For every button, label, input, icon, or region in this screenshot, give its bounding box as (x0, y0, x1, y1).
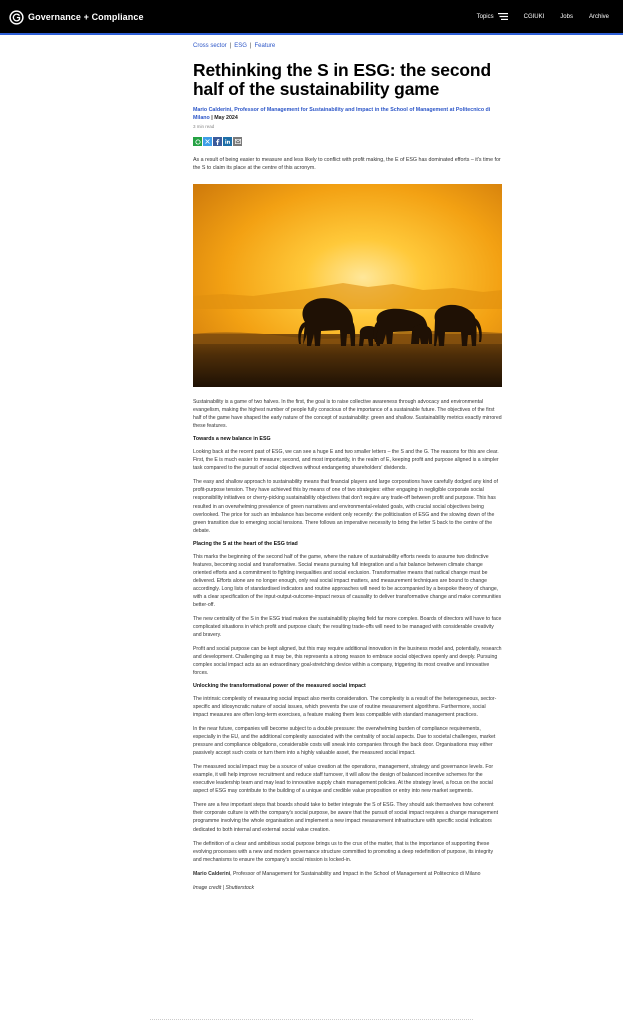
paragraph: In the near future, companies will become subject to a double pressure: the overwhelming burden of compliance requirements, especially in the EU, and the additional complexity associated with the centrality of social aspects. Due to societal challenges, market pressure and compliance obligations, considerable costs will sneak into companies through the back door. Organisations may either passively accept such costs or turn them into a highly valuable asset, the measured social impact. (193, 726, 496, 757)
nav-archive[interactable]: Archive (588, 13, 609, 20)
footer-divider (150, 1019, 473, 1020)
article-title: Rethinking the S in ESG: the second half of the sustainability game (193, 60, 491, 100)
breadcrumb-esg[interactable]: ESG (234, 43, 247, 49)
nav-jobs[interactable]: Jobs (560, 13, 573, 20)
byline-author[interactable]: Mario Calderini, Professor of Management for Sustainability and Impact in the School of Management at Politecnico di Milano (193, 106, 491, 121)
article (193, 42, 502, 892)
author-name: Mario Calderini (193, 870, 231, 877)
email-icon[interactable] (233, 137, 242, 146)
menu-icon (498, 13, 508, 20)
site-header (0, 0, 623, 35)
hero-image-elephants-sunset (193, 184, 502, 387)
article-body (193, 398, 502, 892)
site-brand[interactable]: Governance + Compliance (28, 12, 144, 22)
author-bio-text: , Professor of Management for Sustainability and Impact in the School of Management at Politecnico di Milano (230, 870, 481, 877)
share-bar (193, 137, 502, 146)
linkedin-icon[interactable] (223, 137, 232, 146)
paragraph: This marks the beginning of the second half of the game, where the nature of sustainability efforts needs to assume two distinctive features, becoming social and transformative. Social means pursuing full integration and a fair balance between climate change oriented efforts and a commitment to fighting inequalities and social exclusion. Transformative means that radical change must be delivered. Efforts alone are no longer enough, only real social impact matters, and measurement techniques are bound to change accordingly. Long lists of standardised indicators and routine approaches will need to be accompanied by a bespoke theory of change, with a clear specification of the input-output-outcome-impact nexus of causality to deliver transformative change and make communities better-off. (193, 553, 502, 608)
whatsapp-icon[interactable] (193, 137, 202, 146)
breadcrumb-separator: | (229, 43, 232, 49)
paragraph: Profit and social purpose can be kept aligned, but this may require additional innovation in the business model and, potentially, research and development. Challenging as it may be, this represents a strong reason to embrace social objectives openly and deeply. Pursuing complex social impact acts as an extraordinary goal-stretching device within a company, triggering its most creative and innovative forces. (193, 645, 502, 677)
breadcrumb-feature[interactable]: Feature (254, 43, 276, 49)
section-heading: Towards a new balance in ESG (193, 436, 271, 443)
author-bio (193, 870, 502, 878)
nav-topics[interactable] (477, 13, 508, 20)
facebook-icon[interactable] (213, 137, 222, 146)
read-time: 3 min read (193, 124, 215, 130)
breadcrumb (193, 43, 502, 49)
paragraph: There are a few important steps that boards should take to better integrate the S of ESG. They should ask themselves how coherent their corporate culture is with the company's social purpose, be aware that the pursuit of social impact requires a change management programme involving the whole organisation and implement a new impact measurement infrastructure with specific social indicators dedicated to both internal and external social value creation. (193, 802, 499, 833)
gc-logo-icon[interactable] (9, 10, 24, 25)
paragraph: Sustainability is a game of two halves. In the first, the goal is to raise collective awareness through advocacy and environmental evangelism, making the highest number of people fully conscious of the importance of a sustainable future. The objectives of the first half of the game have shaped the early nature of the concept of sustainability: green and shallow. Sustainability metrics exactly mirrored these features. (193, 399, 502, 430)
image-credit: Image credit | Shutterstock (193, 884, 255, 891)
byline: Mario Calderini, Professor of Management for Sustainability and Impact in the School of Management at Politecnico di Milano | May 2024 (193, 106, 491, 121)
section-heading: Unlocking the transformational power of the measured social impact (193, 683, 366, 690)
paragraph: The easy and shallow approach to sustainability means that financial players and large corporations have carefully dodged any kind of profit-purpose tension. They have achieved this by means of one of two strategies: either engaging in negligible corporate social responsibility initiatives or cherry-picking sustainability objectives that don't require any trade-off between profit and purpose. This has resulted in an overwhelming prevalence of green narratives and environmental-related goals, with crucial social objectives being overlooked. The price for such an imbalance has become evident only recently: the politicisation of ESG and the slowing down of the green transition due to emerging social tensions. There follows an imperative necessity to bring the letter S back to the centre of the debate. (193, 479, 498, 534)
breadcrumb-separator: | (249, 43, 252, 49)
nav-topics-label: Topics (476, 13, 494, 20)
x-icon[interactable] (203, 137, 212, 146)
nav-cgiuki[interactable]: CGIUKI (523, 13, 545, 20)
paragraph: The measured social impact may be a source of value creation at the operations, management, strategy and governance levels. For example, it will help improve recruitment and reduce staff turnover, it will allow the design of balanced incentive schemes for the executive leadership team and may lead to innovative supply chain management policies. At the strategy level, a focus on the social aspect of ESG may contribute to the building of a unique and credible value proposition or entry into new market segments. (193, 764, 494, 795)
paragraph: The definition of a clear and ambitious social purpose brings us to the crux of the matter, that is the importance of supporting these evolving processes with a new and modern governance structure committed to promoting a deep redefinition of purpose, its integrity and mechanisms to ensure the company's social mission is locked-in. (193, 840, 494, 863)
main-nav (477, 13, 609, 20)
paragraph: The new centrality of the S in the ESG triad makes the sustainability playing field far more complex. Boards of directors will have to face complicated situations in which profit and purpose clash; the resulting trade-offs will need to be managed with considerable creativity and bravery. (193, 615, 502, 638)
paragraph: Looking back at the recent past of ESG, we can see a huge E and two smaller letters – the S and the G. The reasons for this are clear. First, the E is much easier to measure; second, and most importantly, in the realm of E, keeping profit and purpose aligned is a simpler task compared to the pursuit of social objectives without endangering shareholders' dividends. (193, 449, 499, 472)
section-heading: Placing the S at the heart of the ESG triad (193, 540, 298, 547)
breadcrumb-cross-sector[interactable]: Cross sector (193, 43, 227, 49)
byline-date: May 2024 (214, 114, 238, 121)
paragraph: The intrinsic complexity of measuring social impact also merits consideration. The complexity is a result of the heterogeneous, sector-specific and idiosyncratic nature of social issues, which prevents the use of routine measurement algorithms. Furthermore, social impact measures are often long-term exercises, a feature making them less compatible with standard management practices. (193, 696, 497, 719)
article-lede: As a result of being easier to measure and less likely to conflict with profit making, the E of ESG has dominated efforts – it's time for the S to claim its place at the centre of this acronym. (193, 157, 501, 172)
